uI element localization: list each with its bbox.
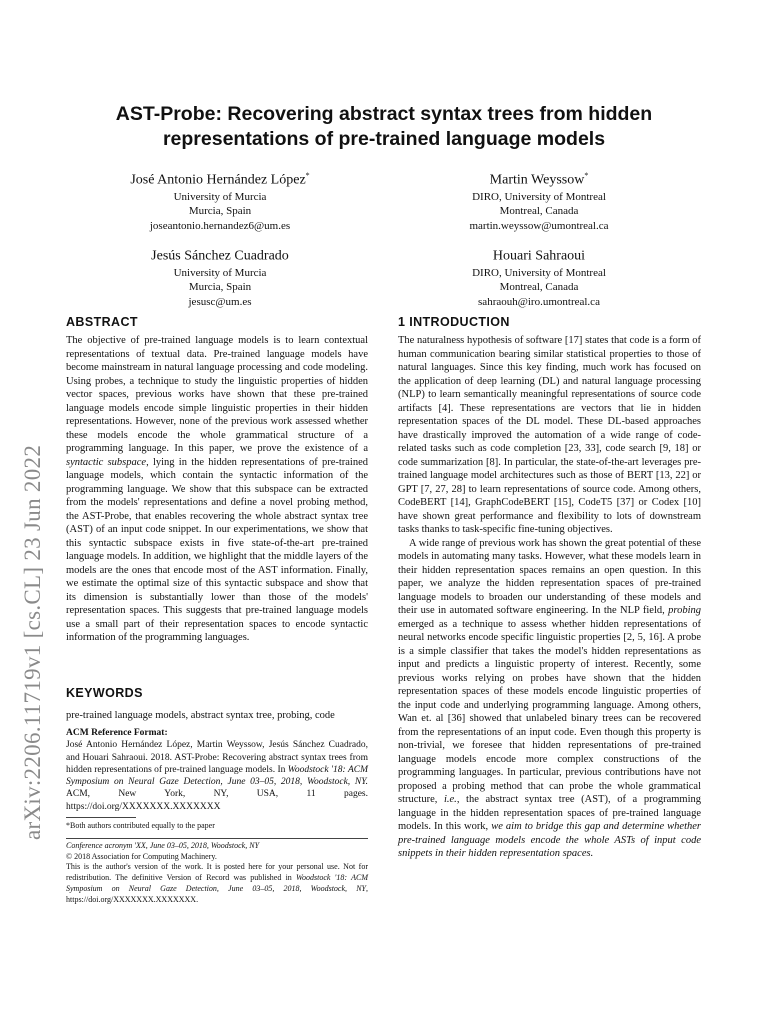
author-location: Murcia, Spain	[188, 205, 252, 218]
conference-line: Conference acronym 'XX, June 03–05, 2018, Woodstock, NY	[66, 841, 260, 850]
author-affiliation: University of Murcia	[173, 266, 267, 279]
author-email[interactable]: joseantonio.hernandez6@um.es	[149, 219, 291, 232]
keywords-body: pre-trained language models, abstract syntax tree, probing, code	[66, 710, 335, 721]
introduction-body	[398, 334, 701, 861]
author-email[interactable]: martin.weyssow@umontreal.ca	[469, 219, 609, 232]
author-location: Montreal, Canada	[499, 281, 579, 294]
abstract-body: The objective of pre-trained language models is to learn contextual representations of textual data. Pre-trained language models have become mainstream in natural language processing and code modeling. Using probes, a technique to study the linguistic properties of hidden vector spaces, previous works have shown that these pre-trained language models encode simple linguistic properties in their hidden representations. However, none of the previous work assessed whether these models encode the whole grammatical structure of a programming language. In this paper, we prove the existence of a syntactic subspace, lying in the hidden representations of pre-trained language models, which contain the syntactic information of the programming language. We show that this subspace can be extracted from the models' representations and define a novel probing method, the AST-Probe, that enables recovering the whole abstract syntax tree (AST) of an input code snippet. In our experimentations, we show that this syntactic subspace exists in five state-of-the-art pre-trained language models. In addition, we highlight that the middle layers of the models are the ones that encode most of the AST information. Finally, we estimate the optimal size of this syntactic subspace and show that its dimension is substantially lower than those of the models' representation spaces. This suggests that pre-trained language models use a small part of their representation spaces to encode syntactic information of the programming languages.	[66, 335, 368, 643]
author-affiliation: University of Murcia	[173, 190, 267, 203]
author-name: Martin Weyssow*	[489, 171, 589, 188]
intro-paragraph-1: The naturalness hypothesis of software [17] states that code is a form of human communication bearing similar statistical properties to those of natural languages. Since this key finding, much work has focused on the application of deep learning (DL) and natural language processing (NLP) to learn semantically meaningful representations of source code artifacts [4]. These representations are vectors that lie in hidden representation spaces of the DL model. These DL-based approaches have drastically improved the automation of a wide range of code-related tasks such as code completion [23, 33], code search [9, 18] or code summarization [8]. In particular, the state-of-the-art leverages pre-trained language model architectures such as those of BERT [13, 22] or GPT [7, 27, 28] to learn representations of source code. Among others, CodeBERT [14], GraphCodeBERT [15], CodeT5 [37] or Codex [10] have shown great performance and flexibility to lots of downstream tasks thanks to task-specific fine-tuning objectives.	[398, 335, 701, 535]
abstract-heading: ABSTRACT	[66, 315, 138, 329]
paper-title: AST-Probe: Recovering abstract syntax trees from hidden representations of pre-trained language models	[115, 103, 653, 150]
keywords-heading: KEYWORDS	[66, 686, 143, 700]
acm-reference: ACM Reference Format: José Antonio Hernández López, Martin Weyssow, Jesús Sánchez Cuadrado, and Houari Sahraoui. 2018. AST-Probe: Recovering abstract syntax trees from hidden representations of pre-trained language models. In Woodstock '18: ACM Symposium on Neural Gaze Detection, June 03–05, 2018, Woodstock, NY. ACM, New York, NY, USA, 11 pages. https://doi.org/XXXXXXX.XXXXXXX	[66, 728, 368, 812]
author-name: Houari Sahraoui	[492, 248, 586, 264]
author-affiliation: DIRO, University of Montreal	[472, 190, 606, 203]
author-location: Montreal, Canada	[499, 205, 579, 218]
author-email[interactable]: jesusc@um.es	[188, 295, 252, 308]
right-column	[398, 0, 708, 1024]
copyright-line: © 2018 Association for Computing Machinery.	[66, 851, 217, 861]
intro-paragraph-2: A wide range of previous work has shown the great potential of these models in automating many tasks. However, what these models learn in their hidden representation spaces remains an open question. In this paper, we analyze the hidden representation spaces of pre-trained language models to broaden our understanding of these models and their use in automated software engineering. In the NLP field, probing emerged as a technique to assess whether hidden representations of neural networks encode specific linguistic properties [2, 5, 16]. A probe is a simple classifier that takes the model's hidden representations as input and predicts a linguistic property of interest. Recently, some previous works relying on probes have shown that the hidden representation spaces of these models encode linguistic properties of the input code and underlying programming language. Among others, Wan et. al [36] showed that unlabeled binary trees can be recovered from the representations of an input code. Even though this property is non-trivial, we foresee that hidden representations of pre-trained language models encode more complex constructions of the programming languages. In particular, previous contributions have not proposed a probing method that can probe the whole grammatical structure, i.e., the abstract syntax tree (AST), of a programming language in the hidden representation spaces of pre-trained language models. In this work, we aim to bridge this gap and determine whether pre-trained language models encode the whole ASTs of input code snippets in their hidden representation spaces.	[398, 537, 702, 859]
acm-reference-heading: ACM Reference Format:	[66, 728, 168, 738]
author-name: Jesús Sánchez Cuadrado	[151, 248, 289, 264]
left-column	[66, 0, 376, 1024]
footnote-rule	[66, 817, 136, 818]
author-name: José Antonio Hernández López*	[130, 171, 310, 188]
arxiv-identifier[interactable]: arXiv:2206.11719v1 [cs.CL] 23 Jun 2022	[20, 444, 45, 840]
author-affiliation: DIRO, University of Montreal	[472, 266, 606, 279]
footnote: *Both authors contributed equally to the paper	[66, 821, 215, 830]
author-email[interactable]: sahraouh@iro.umontreal.ca	[478, 295, 600, 308]
introduction-heading: 1 INTRODUCTION	[398, 315, 510, 329]
author-location: Murcia, Spain	[188, 281, 252, 294]
copyright-rule	[66, 838, 368, 839]
copyright-block: Conference acronym 'XX, June 03–05, 2018, Woodstock, NY © 2018 Association for Computing Machinery. This is the author's version of the work. It is posted here for your personal use. Not for redistribution. The definitive Version of Record was published in Woodstock '18: ACM Symposium on Neural Gaze Detection, June 03–05, 2018, Woodstock, NY, https://doi.org/XXXXXXX.XXXXXXX.	[66, 841, 369, 904]
